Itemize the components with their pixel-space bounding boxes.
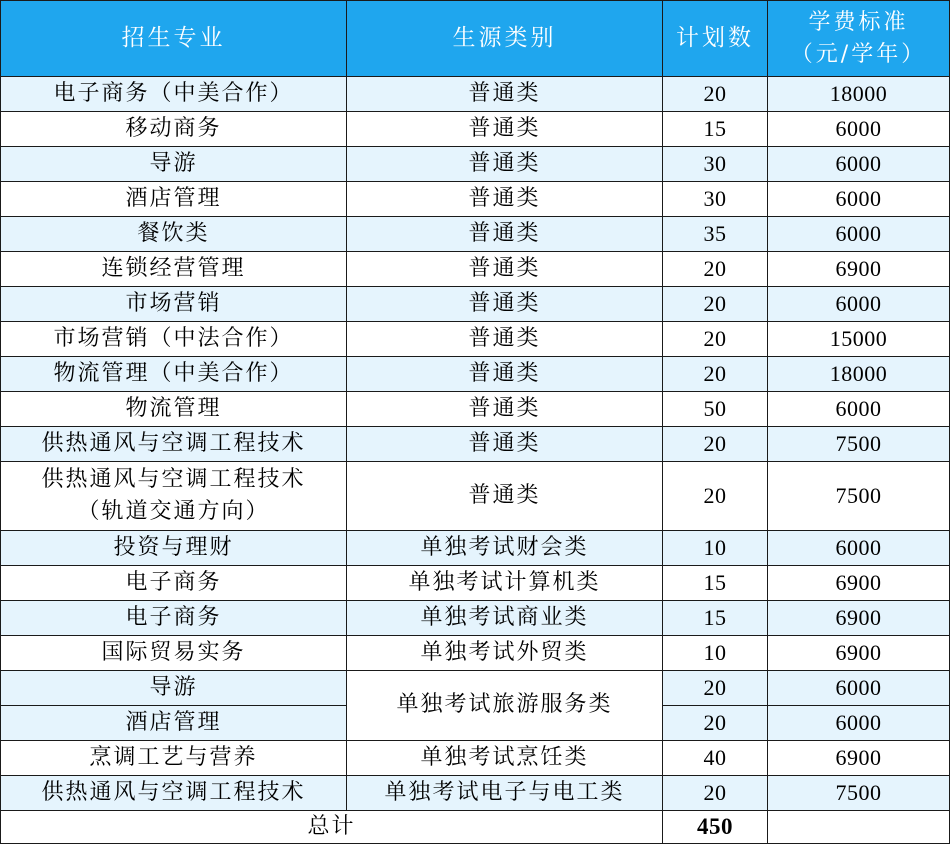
cell-source: 普通类	[347, 322, 663, 357]
cell-major: 导游	[1, 671, 347, 706]
cell-major: 投资与理财	[1, 531, 347, 566]
cell-fee: 6000	[768, 287, 950, 322]
cell-plan: 10	[663, 636, 768, 671]
cell-plan: 20	[663, 671, 768, 706]
table-row	[1, 217, 950, 252]
total-fee	[768, 811, 950, 844]
table-row	[1, 531, 950, 566]
cell-source: 普通类	[347, 427, 663, 462]
table-row	[1, 462, 950, 531]
cell-major-line1: 供热通风与空调工程技术	[41, 467, 306, 493]
cell-fee: 6000	[768, 112, 950, 147]
cell-source: 普通类	[347, 77, 663, 112]
cell-fee: 18000	[768, 357, 950, 392]
cell-major: 电子商务（中美合作）	[1, 77, 347, 112]
cell-source: 单独考试外贸类	[347, 636, 663, 671]
cell-plan: 15	[663, 601, 768, 636]
cell-source: 普通类	[347, 112, 663, 147]
table-row	[1, 357, 950, 392]
cell-plan: 20	[663, 776, 768, 811]
cell-major: 连锁经营管理	[1, 252, 347, 287]
header-row	[1, 1, 950, 77]
cell-fee: 6900	[768, 636, 950, 671]
cell-major: 酒店管理	[1, 706, 347, 741]
cell-fee: 18000	[768, 77, 950, 112]
total-plan: 450	[663, 811, 768, 844]
table-row	[1, 427, 950, 462]
cell-major: 国际贸易实务	[1, 636, 347, 671]
table-row	[1, 252, 950, 287]
table-row	[1, 322, 950, 357]
cell-source: 普通类	[347, 182, 663, 217]
cell-source: 单独考试电子与电工类	[347, 776, 663, 811]
cell-plan: 50	[663, 392, 768, 427]
header-source: 生源类别	[347, 1, 663, 77]
cell-major: 酒店管理	[1, 182, 347, 217]
cell-source: 普通类	[347, 147, 663, 182]
cell-major: 市场营销（中法合作）	[1, 322, 347, 357]
cell-fee: 7500	[768, 462, 950, 531]
cell-major: 电子商务	[1, 601, 347, 636]
cell-plan: 20	[663, 287, 768, 322]
cell-source: 普通类	[347, 217, 663, 252]
cell-major: 市场营销	[1, 287, 347, 322]
cell-fee: 6000	[768, 217, 950, 252]
cell-fee: 6000	[768, 706, 950, 741]
table-row	[1, 112, 950, 147]
cell-source: 单独考试商业类	[347, 601, 663, 636]
cell-fee: 6900	[768, 252, 950, 287]
header-fee-line2: （元/学年）	[790, 41, 927, 67]
cell-plan: 20	[663, 322, 768, 357]
header-plan: 计划数	[663, 1, 768, 77]
cell-major: 物流管理	[1, 392, 347, 427]
header-fee	[768, 1, 950, 77]
cell-major: 移动商务	[1, 112, 347, 147]
total-row	[1, 811, 950, 844]
cell-fee: 7500	[768, 776, 950, 811]
cell-major	[1, 462, 347, 531]
table-row	[1, 776, 950, 811]
cell-major: 物流管理（中美合作）	[1, 357, 347, 392]
table-row	[1, 77, 950, 112]
cell-major: 电子商务	[1, 566, 347, 601]
cell-plan: 20	[663, 77, 768, 112]
cell-major: 供热通风与空调工程技术	[1, 427, 347, 462]
cell-source: 普通类	[347, 462, 663, 531]
cell-major-line2: （轨道交通方向）	[77, 499, 270, 524]
cell-major: 餐饮类	[1, 217, 347, 252]
table-row	[1, 741, 950, 776]
cell-fee: 7500	[768, 427, 950, 462]
cell-source: 普通类	[347, 287, 663, 322]
cell-plan: 20	[663, 427, 768, 462]
cell-fee: 6000	[768, 671, 950, 706]
cell-plan: 20	[663, 357, 768, 392]
cell-source: 单独考试计算机类	[347, 566, 663, 601]
table-row	[1, 566, 950, 601]
header-major: 招生专业	[1, 1, 347, 77]
header-fee-line1: 学费标准	[808, 9, 909, 35]
cell-fee: 6000	[768, 531, 950, 566]
cell-fee: 6900	[768, 566, 950, 601]
cell-plan: 20	[663, 462, 768, 531]
total-label: 总计	[1, 811, 663, 844]
cell-fee: 6900	[768, 741, 950, 776]
cell-source: 普通类	[347, 357, 663, 392]
table-row	[1, 601, 950, 636]
cell-plan: 10	[663, 531, 768, 566]
cell-plan: 30	[663, 147, 768, 182]
cell-plan: 20	[663, 706, 768, 741]
cell-source: 普通类	[347, 252, 663, 287]
cell-plan: 15	[663, 566, 768, 601]
cell-plan: 35	[663, 217, 768, 252]
table-row	[1, 147, 950, 182]
cell-source-merged: 单独考试旅游服务类	[347, 671, 663, 741]
table-row	[1, 671, 950, 706]
cell-fee: 6000	[768, 392, 950, 427]
table-row	[1, 392, 950, 427]
cell-major: 导游	[1, 147, 347, 182]
cell-fee: 6900	[768, 601, 950, 636]
cell-source: 单独考试财会类	[347, 531, 663, 566]
cell-plan: 15	[663, 112, 768, 147]
table-row	[1, 287, 950, 322]
cell-source: 普通类	[347, 392, 663, 427]
table-row	[1, 182, 950, 217]
cell-major: 烹调工艺与营养	[1, 741, 347, 776]
cell-fee: 6000	[768, 182, 950, 217]
cell-plan: 30	[663, 182, 768, 217]
cell-fee: 15000	[768, 322, 950, 357]
table-row	[1, 636, 950, 671]
cell-fee: 6000	[768, 147, 950, 182]
cell-plan: 40	[663, 741, 768, 776]
cell-source: 单独考试烹饪类	[347, 741, 663, 776]
cell-major: 供热通风与空调工程技术	[1, 776, 347, 811]
cell-plan: 20	[663, 252, 768, 287]
